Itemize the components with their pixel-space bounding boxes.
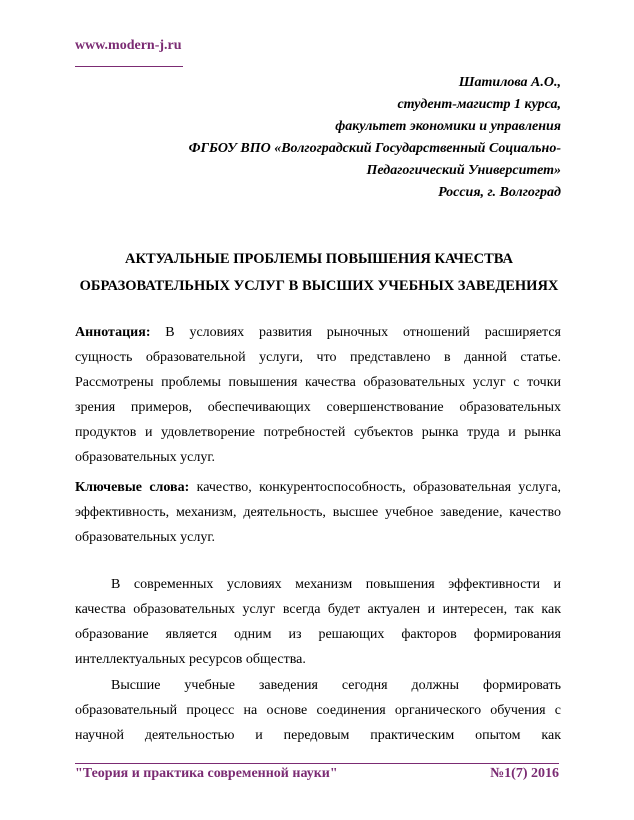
paragraph-line: интеллектуальных ресурсов общества. <box>75 652 306 667</box>
author-university-line2: Педагогический Университет» <box>366 163 561 178</box>
footer-issue: №1(7) 2016 <box>490 766 559 781</box>
abstract-line: продуктов и удовлетворение потребностей субъектов рынка труда и рынка <box>75 425 561 440</box>
paragraph-line: научной деятельностью и передовым практическим опытом как <box>75 728 561 743</box>
abstract-line: образовательных услуг. <box>75 450 216 465</box>
keywords-text: качество, конкурентоспособность, образовательная услуга, <box>196 480 561 495</box>
paragraph-line: Высшие учебные заведения сегодня должны формировать <box>111 678 561 693</box>
abstract-text: В условиях развития рыночных отношений расширяется <box>165 325 561 340</box>
paragraph-line: образование является одним из решающих факторов формирования <box>75 627 561 642</box>
abstract-line <box>75 320 561 345</box>
keywords-line: эффективность, механизм, деятельность, высшее учебное заведение, качество <box>75 505 561 520</box>
abstract-line: зрения примеров, обеспечивающих совершенствование образовательных <box>75 400 561 415</box>
paragraph-line: образовательный процесс на основе соединения органического обучения с <box>75 703 561 718</box>
abstract-line: Рассмотрены проблемы повышения качества образовательных услуг с точки <box>75 375 561 390</box>
author-name: Шатилова А.О., <box>458 75 561 90</box>
keywords-line: образовательных услуг. <box>75 530 216 545</box>
site-url[interactable]: www.modern-j.ru <box>75 38 182 53</box>
abstract-label: Аннотация: <box>75 325 151 340</box>
abstract <box>75 320 561 470</box>
author-position: студент-магистр 1 курса, <box>397 97 561 112</box>
paragraph-line: В современных условиях механизм повышения эффективности и <box>111 577 561 592</box>
author-university-line1: ФГБОУ ВПО «Волгоградский Государственный Социально- <box>188 141 561 156</box>
author-faculty: факультет экономики и управления <box>335 119 561 134</box>
keywords <box>75 475 561 550</box>
author-block <box>41 72 561 204</box>
footer <box>75 766 559 782</box>
paragraph-2 <box>75 673 561 748</box>
author-location: Россия, г. Волгоград <box>438 185 561 200</box>
footer-divider <box>75 763 559 764</box>
title-line-1: АКТУАЛЬНЫЕ ПРОБЛЕМЫ ПОВЫШЕНИЯ КАЧЕСТВА <box>125 251 513 267</box>
paragraph-1 <box>75 572 561 672</box>
abstract-line: сущность образовательной услуги, что представлено в данной статье. <box>75 350 561 365</box>
title-line-2: ОБРАЗОВАТЕЛЬНЫХ УСЛУГ В ВЫСШИХ УЧЕБНЫХ ЗАВЕДЕНИЯХ <box>79 278 559 294</box>
paragraph-line: качества образовательных услуг всегда будет актуален и интересен, так как <box>75 602 561 617</box>
keywords-label: Ключевые слова: <box>75 480 190 495</box>
article-title <box>60 246 578 300</box>
keywords-line <box>75 475 561 500</box>
footer-journal-name: "Теория и практика современной науки" <box>75 766 338 781</box>
site-underline <box>75 66 183 67</box>
